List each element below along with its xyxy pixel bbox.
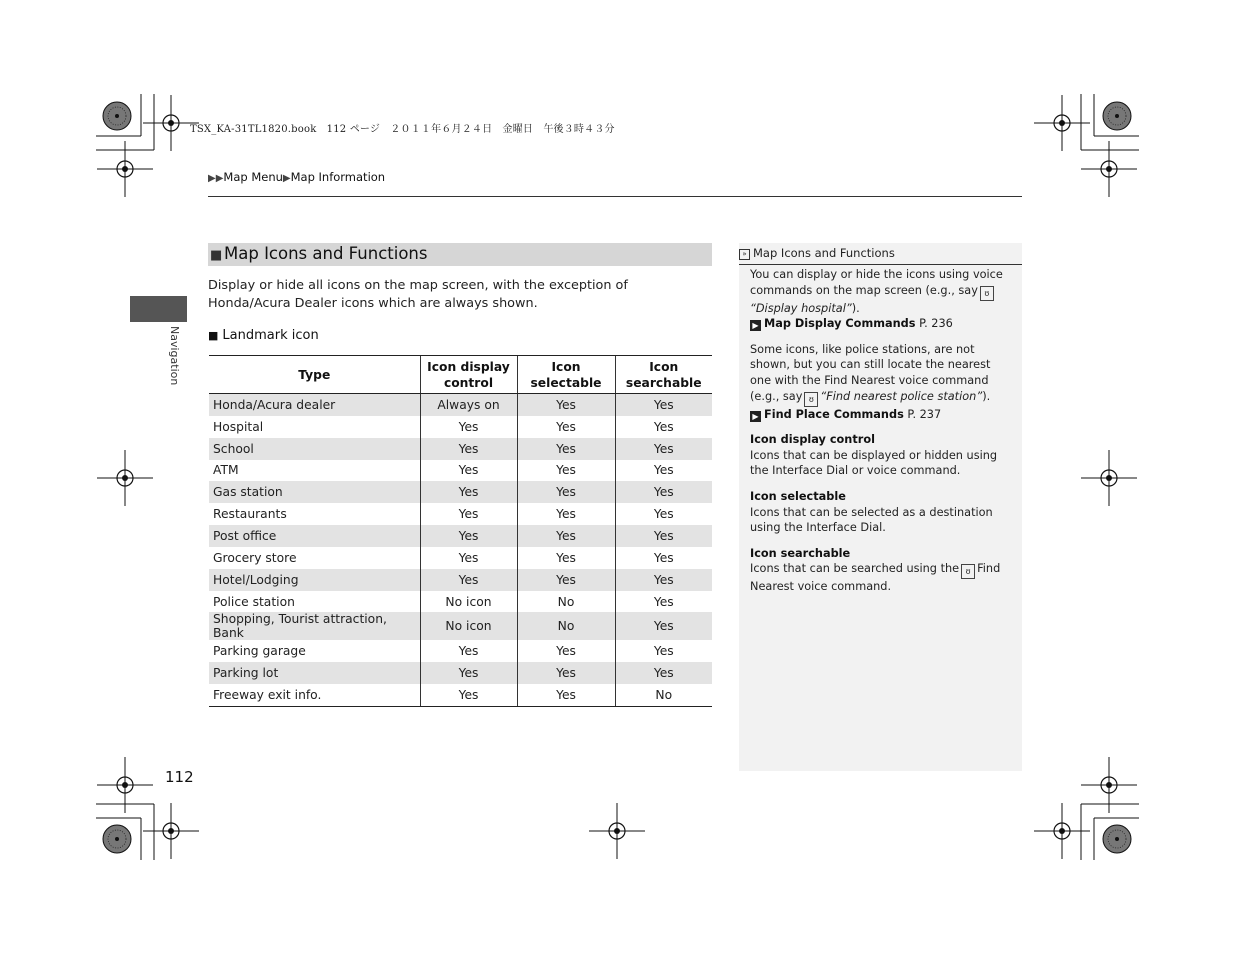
table-row xyxy=(209,662,712,684)
table-cell-value: Yes xyxy=(615,547,712,569)
table-cell-value: Yes xyxy=(517,662,615,684)
table-cell-value: Yes xyxy=(615,525,712,547)
table-cell-value: Yes xyxy=(420,460,517,482)
table-cell-value: Yes xyxy=(615,416,712,438)
table-row xyxy=(209,460,712,482)
voice-command-icon: ʊ xyxy=(980,286,994,301)
table-row xyxy=(209,394,712,416)
voice-command-icon: ʊ xyxy=(804,392,818,407)
sidebar-text: ). xyxy=(982,389,991,403)
definition-text: Icons that can be searched using the xyxy=(750,562,960,576)
cross-reference-arrow-icon: ▶ xyxy=(750,320,761,331)
note-arrow-icon: » xyxy=(739,249,750,260)
voice-command-icon: ʊ xyxy=(961,564,975,579)
intro-paragraph: Display or hide all icons on the map screen, with the exception of Honda/Acura Dealer icons which are always shown. xyxy=(208,278,628,311)
definition-text: Find Nearest voice command. xyxy=(750,562,1001,594)
table-cell-value: Yes xyxy=(420,438,517,460)
table-cell-value: Yes xyxy=(420,525,517,547)
table-row xyxy=(209,547,712,569)
table-cell-type: ATM xyxy=(213,463,239,478)
sidebar-paragraph-voice xyxy=(750,267,1012,332)
table-cell-value: Yes xyxy=(615,662,712,684)
table-row xyxy=(209,481,712,503)
table-cell-value: Always on xyxy=(420,394,517,416)
table-header-row xyxy=(209,356,712,394)
table-cell-value: Yes xyxy=(615,481,712,503)
breadcrumb-arrow-icon: ▶▶ xyxy=(208,173,224,184)
table-cell-value: Yes xyxy=(420,640,517,662)
cross-reference-page: P. 236 xyxy=(919,317,953,331)
table-cell-value: Yes xyxy=(517,416,615,438)
breadcrumb-item-map-menu[interactable]: Map Menu xyxy=(223,170,283,184)
landmark-icon-table xyxy=(209,355,712,707)
table-row xyxy=(209,612,712,640)
definition-term: Icon selectable xyxy=(750,489,846,503)
table-cell-value: Yes xyxy=(517,525,615,547)
table-cell-type: Hotel/Lodging xyxy=(209,569,420,591)
sidebar-definition xyxy=(750,432,1012,479)
cross-reference-page: P. 237 xyxy=(907,407,942,421)
table-row xyxy=(209,503,712,525)
breadcrumb xyxy=(208,170,385,184)
cross-reference-link[interactable]: Map Display Commands xyxy=(764,317,916,331)
table-cell-type: Grocery store xyxy=(213,550,297,565)
table-cell-value: Yes xyxy=(615,591,712,613)
table-cell-value: Yes xyxy=(420,416,517,438)
table-cell-value: Yes xyxy=(615,460,712,482)
sidebar-heading-text: Map Icons and Functions xyxy=(753,246,895,260)
table-cell-value: Yes xyxy=(517,640,615,662)
chapter-tab xyxy=(130,296,187,322)
print-slug: TSX_KA-31TL1820.book 112 ページ ２０１１年６月２４日 金曜日 午後３時４３分 xyxy=(190,124,615,135)
table-cell-value: Yes xyxy=(420,503,517,525)
table-cell-value: Yes xyxy=(615,569,712,591)
sidebar-body xyxy=(750,267,1012,605)
table-cell-value: Yes xyxy=(517,460,615,482)
table-row xyxy=(209,569,712,591)
definition-text: Icons that can be displayed or hidden using the Interface Dial or voice command. xyxy=(750,448,998,478)
table-cell-value: Yes xyxy=(420,481,517,503)
cross-reference-link[interactable]: Find Place Commands xyxy=(764,407,904,421)
sidebar-text: ). xyxy=(851,301,860,315)
table-cell-type: Parking lot xyxy=(209,662,420,684)
table-cell-value: Yes xyxy=(615,640,712,662)
page-number: 112 xyxy=(165,768,194,786)
table-cell-value: Yes xyxy=(615,612,712,640)
table-cell-type: Gas station xyxy=(209,481,420,503)
table-cell-value: No icon xyxy=(420,612,517,640)
table-row xyxy=(209,416,712,438)
cross-reference-arrow-icon: ▶ xyxy=(750,411,761,422)
table-cell-value: Yes xyxy=(517,684,615,706)
column-header-display-control: Icon display control xyxy=(420,356,517,394)
column-header-selectable: Icon selectable xyxy=(517,356,615,394)
header-rule xyxy=(208,196,1022,197)
sidebar-text: You can display or hide the icons using voice commands on the map screen (e.g., say xyxy=(750,268,1003,297)
table-cell-value: Yes xyxy=(517,569,615,591)
breadcrumb-item-map-information[interactable]: Map Information xyxy=(290,170,386,184)
table-cell-value: Yes xyxy=(517,481,615,503)
sidebar-definition xyxy=(750,489,1012,536)
section-title: Map Icons and Functions xyxy=(224,244,428,263)
square-bullet-icon: ■ xyxy=(208,329,219,342)
breadcrumb-arrow-icon: ▶ xyxy=(282,173,291,184)
column-header-searchable: Icon searchable xyxy=(615,356,712,394)
table-cell-type: Restaurants xyxy=(213,507,287,522)
table-cell-type: Police station xyxy=(213,594,295,609)
table-cell-value: No icon xyxy=(420,591,517,613)
voice-command-example: “Display hospital” xyxy=(750,301,852,315)
definition-term: Icon display control xyxy=(750,433,875,447)
definition-term: Icon searchable xyxy=(750,546,851,560)
table-cell-type: Parking garage xyxy=(213,644,306,659)
table-row xyxy=(209,591,712,613)
table-cell-value: Yes xyxy=(420,569,517,591)
chapter-tab-label: Navigation xyxy=(168,326,181,386)
table-cell-value: Yes xyxy=(517,438,615,460)
table-cell-value: Yes xyxy=(615,394,712,416)
table-cell-value: Yes xyxy=(517,547,615,569)
square-bullet-icon: ■ xyxy=(210,248,223,263)
table-cell-type: Honda/Acura dealer xyxy=(209,394,420,416)
sidebar-definition xyxy=(750,546,1012,595)
table-row xyxy=(209,640,712,662)
table-cell-value: Yes xyxy=(420,662,517,684)
table-cell-type: Shopping, Tourist attraction, Bank xyxy=(209,612,420,640)
table-cell-value: Yes xyxy=(517,503,615,525)
table-cell-type: Freeway exit info. xyxy=(209,684,420,706)
table-cell-value: Yes xyxy=(420,684,517,706)
table-cell-value: No xyxy=(517,591,615,613)
table-cell-value: No xyxy=(615,684,712,706)
sidebar-paragraph-find-nearest xyxy=(750,342,1012,422)
voice-command-example: “Find nearest police station” xyxy=(820,389,983,403)
table-cell-value: Yes xyxy=(615,503,712,525)
column-header-type: Type xyxy=(209,356,420,394)
table-cell-value: Yes xyxy=(615,438,712,460)
table-cell-type: School xyxy=(209,438,420,460)
table-cell-type: Post office xyxy=(209,525,420,547)
definition-text: Icons that can be selected as a destination using the Interface Dial. xyxy=(750,505,993,535)
subheading-text: Landmark icon xyxy=(222,328,319,343)
section-title-bar xyxy=(208,243,712,266)
table-row xyxy=(209,525,712,547)
table-cell-value: Yes xyxy=(517,394,615,416)
sidebar-rule xyxy=(739,264,1022,265)
sidebar-heading xyxy=(739,246,1022,260)
table-cell-value: No xyxy=(517,612,615,640)
table-cell-value: Yes xyxy=(420,547,517,569)
table-row xyxy=(209,684,712,706)
sidebar-text: Some icons, like police stations, are not shown, but you can still locate the nearest one with the Find Nearest voice command (e.g., say xyxy=(750,342,991,403)
table-cell-type: Hospital xyxy=(213,419,264,434)
subheading xyxy=(208,328,319,343)
table-row xyxy=(209,438,712,460)
table-body xyxy=(209,394,712,707)
